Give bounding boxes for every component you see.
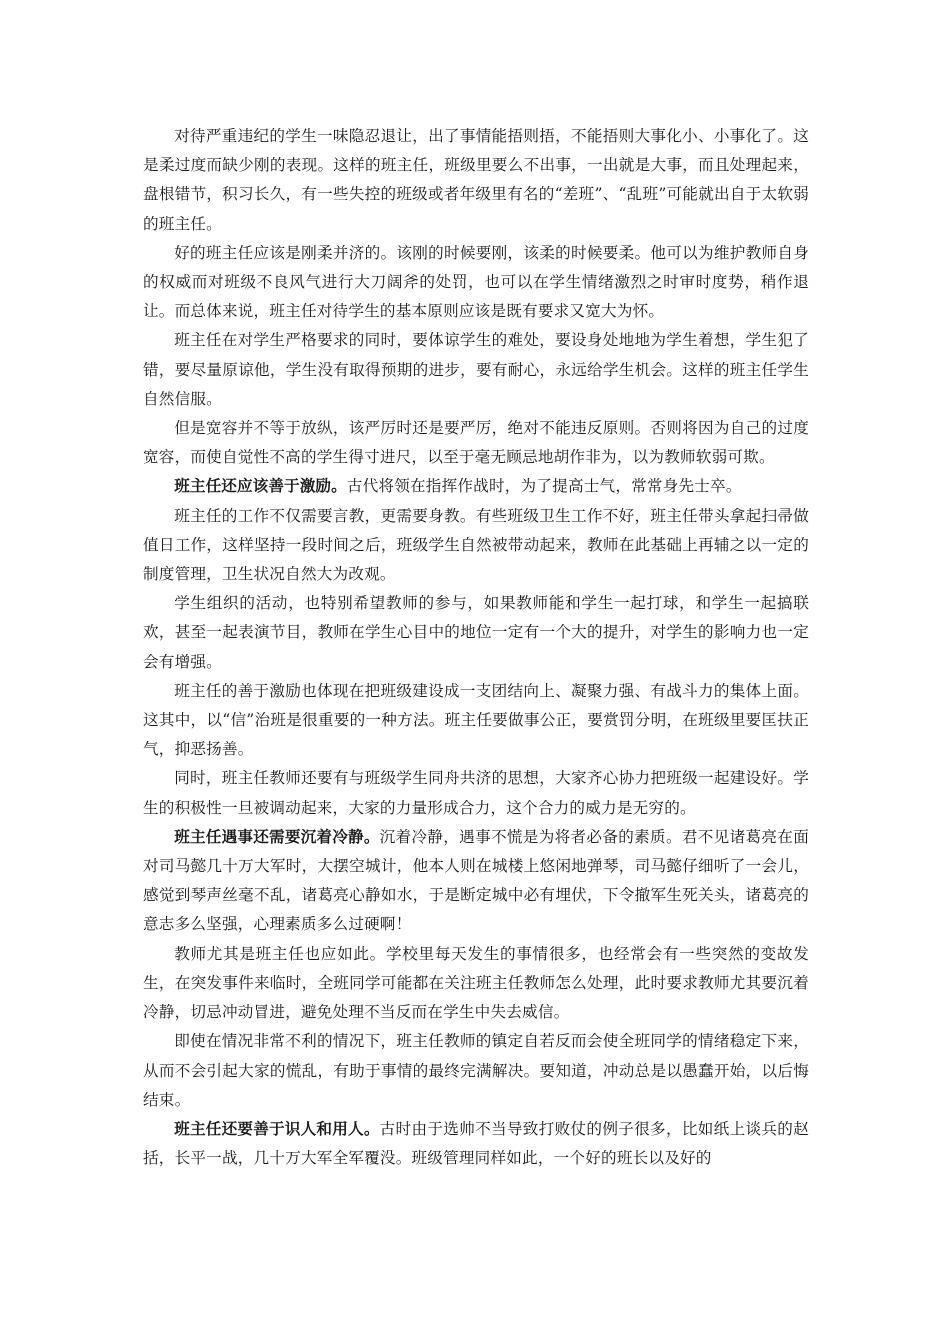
paragraph-3-text: 班主任在对学生严格要求的同时，要体谅学生的难处，要设身处地地为学生着想，学生犯了错，要尽量原谅他，学生没有取得预期的进步，要有耐心，永远给学生机会。这样的班主任学生自然信服。: [143, 331, 809, 408]
paragraph-10-lead: 班主任遇事还需要沉着冷静。: [174, 827, 380, 846]
paragraph-10-text: 沉着冷静，遇事不慌是为将者必备的素质。君不见诸葛亮在面对司马懿几十万大军时，大摆空城计，他本人则在城楼上悠闲地弹琴，司马懿仔细听了一会儿，感觉到琴声丝毫不乱，诸葛亮心静如水，于是断定城中必有埋伏，下令撤军生死关头，诸葛亮的意志多么坚强，心理素质多么过硬啊！: [143, 827, 809, 934]
paragraph-5: [143, 472, 809, 501]
paragraph-9: [143, 764, 809, 822]
paragraph-11-text: 教师尤其是班主任也应如此。学校里每天发生的事情很多，也经常会有一些突然的变故发生，在突发事件来临时，全班同学可能都在关注班主任教师怎么处理，此时要求教师尤其要沉着冷静，切忌冲动冒进，避免处理不当反而在学生中失去威信。: [143, 944, 809, 1022]
paragraph-12-text: 即使在情况非常不利的情况下，班主任教师的镇定自若反而会使全班同学的情绪稳定下来，从而不会引起大家的慌乱，有助于事情的最终完满解决。要知道，冲动总是以愚蠢开始，以后悔结束。: [143, 1032, 809, 1109]
paragraph-8: [143, 677, 809, 765]
paragraph-4-text: 但是宽容并不等于放纵，该严厉时还是要严厉，绝对不能违反原则。否则将因为自己的过度宽容，而使自觉性不高的学生得寸进尺，以至于毫无顾忌地胡作非为，以为教师软弱可欺。: [143, 419, 809, 467]
paragraph-7-text: 学生组织的活动，也特别希望教师的参与，如果教师能和学生一起打球，和学生一起搞联欢，甚至一起表演节目，教师在学生心目中的地位一定有一个大的提升，对学生的影响力也一定会有增强。: [143, 594, 809, 671]
paragraph-1-text: 对待严重违纪的学生一味隐忍退让，出了事情能捂则捂，不能捂则大事化小、小事化了。这是柔过度而缺少刚的表现。这样的班主任，班级里要么不出事，一出就是大事，而且处理起来，盘根错节，积习长久，有一些失控的班级或者年级里有名的“差班”、“乱班”可能就出自于太软弱的班主任。: [143, 127, 809, 233]
paragraph-2: [143, 239, 809, 327]
paragraph-7: [143, 589, 809, 677]
paragraph-10: [143, 823, 809, 940]
paragraph-2-text: 好的班主任应该是刚柔并济的。该刚的时候要刚，该柔的时候要柔。他可以为维护教师自身的权威而对班级不良风气进行大刀阔斧的处罚，也可以在学生情绪激烈之时审时度势，稍作退让。而总体来说，班主任对待学生的基本原则应该是既有要求又宽大为怀。: [143, 243, 809, 321]
paragraph-9-text: 同时，班主任教师还要有与班级学生同舟共济的思想，大家齐心协力把班级一起建设好。学生的积极性一旦被调动起来，大家的力量形成合力，这个合力的威力是无穷的。: [143, 769, 809, 817]
paragraph-11: [143, 940, 809, 1028]
paragraph-4: [143, 414, 809, 472]
paragraph-5-text: 古代将领在指挥作战时，为了提高士气，常常身先士卒。: [346, 477, 742, 496]
paragraph-8-text: 班主任的善于激励也体现在把班级建设成一支团结向上、凝聚力强、有战斗力的集体上面。这其中，以“信”治班是很重要的一种方法。班主任要做事公正，要赏罚分明，在班级里要匡扶正气，抑恶扬善。: [143, 681, 809, 759]
paragraph-6: [143, 502, 809, 590]
paragraph-13: [143, 1115, 809, 1173]
paragraph-5-lead: 班主任还应该善于激励。: [174, 477, 347, 496]
paragraph-12: [143, 1027, 809, 1115]
paragraph-3: [143, 326, 809, 414]
document-body: [143, 122, 809, 1173]
paragraph-13-lead: 班主任还要善于识人和用人。: [174, 1119, 380, 1138]
paragraph-13-text: 古时由于选帅不当导致打败仗的例子很多，比如纸上谈兵的赵括，长平一战，几十万大军全军覆没。班级管理同样如此，一个好的班长以及好的: [143, 1119, 809, 1168]
paragraph-1: [143, 122, 809, 239]
paragraph-6-text: 班主任的工作不仅需要言教，更需要身教。有些班级卫生工作不好，班主任带头拿起扫帚做值日工作，这样坚持一段时间之后，班级学生自然被带动起来，教师在此基础上再辅之以一定的制度管理，卫生状况自然大为改观。: [143, 506, 809, 584]
